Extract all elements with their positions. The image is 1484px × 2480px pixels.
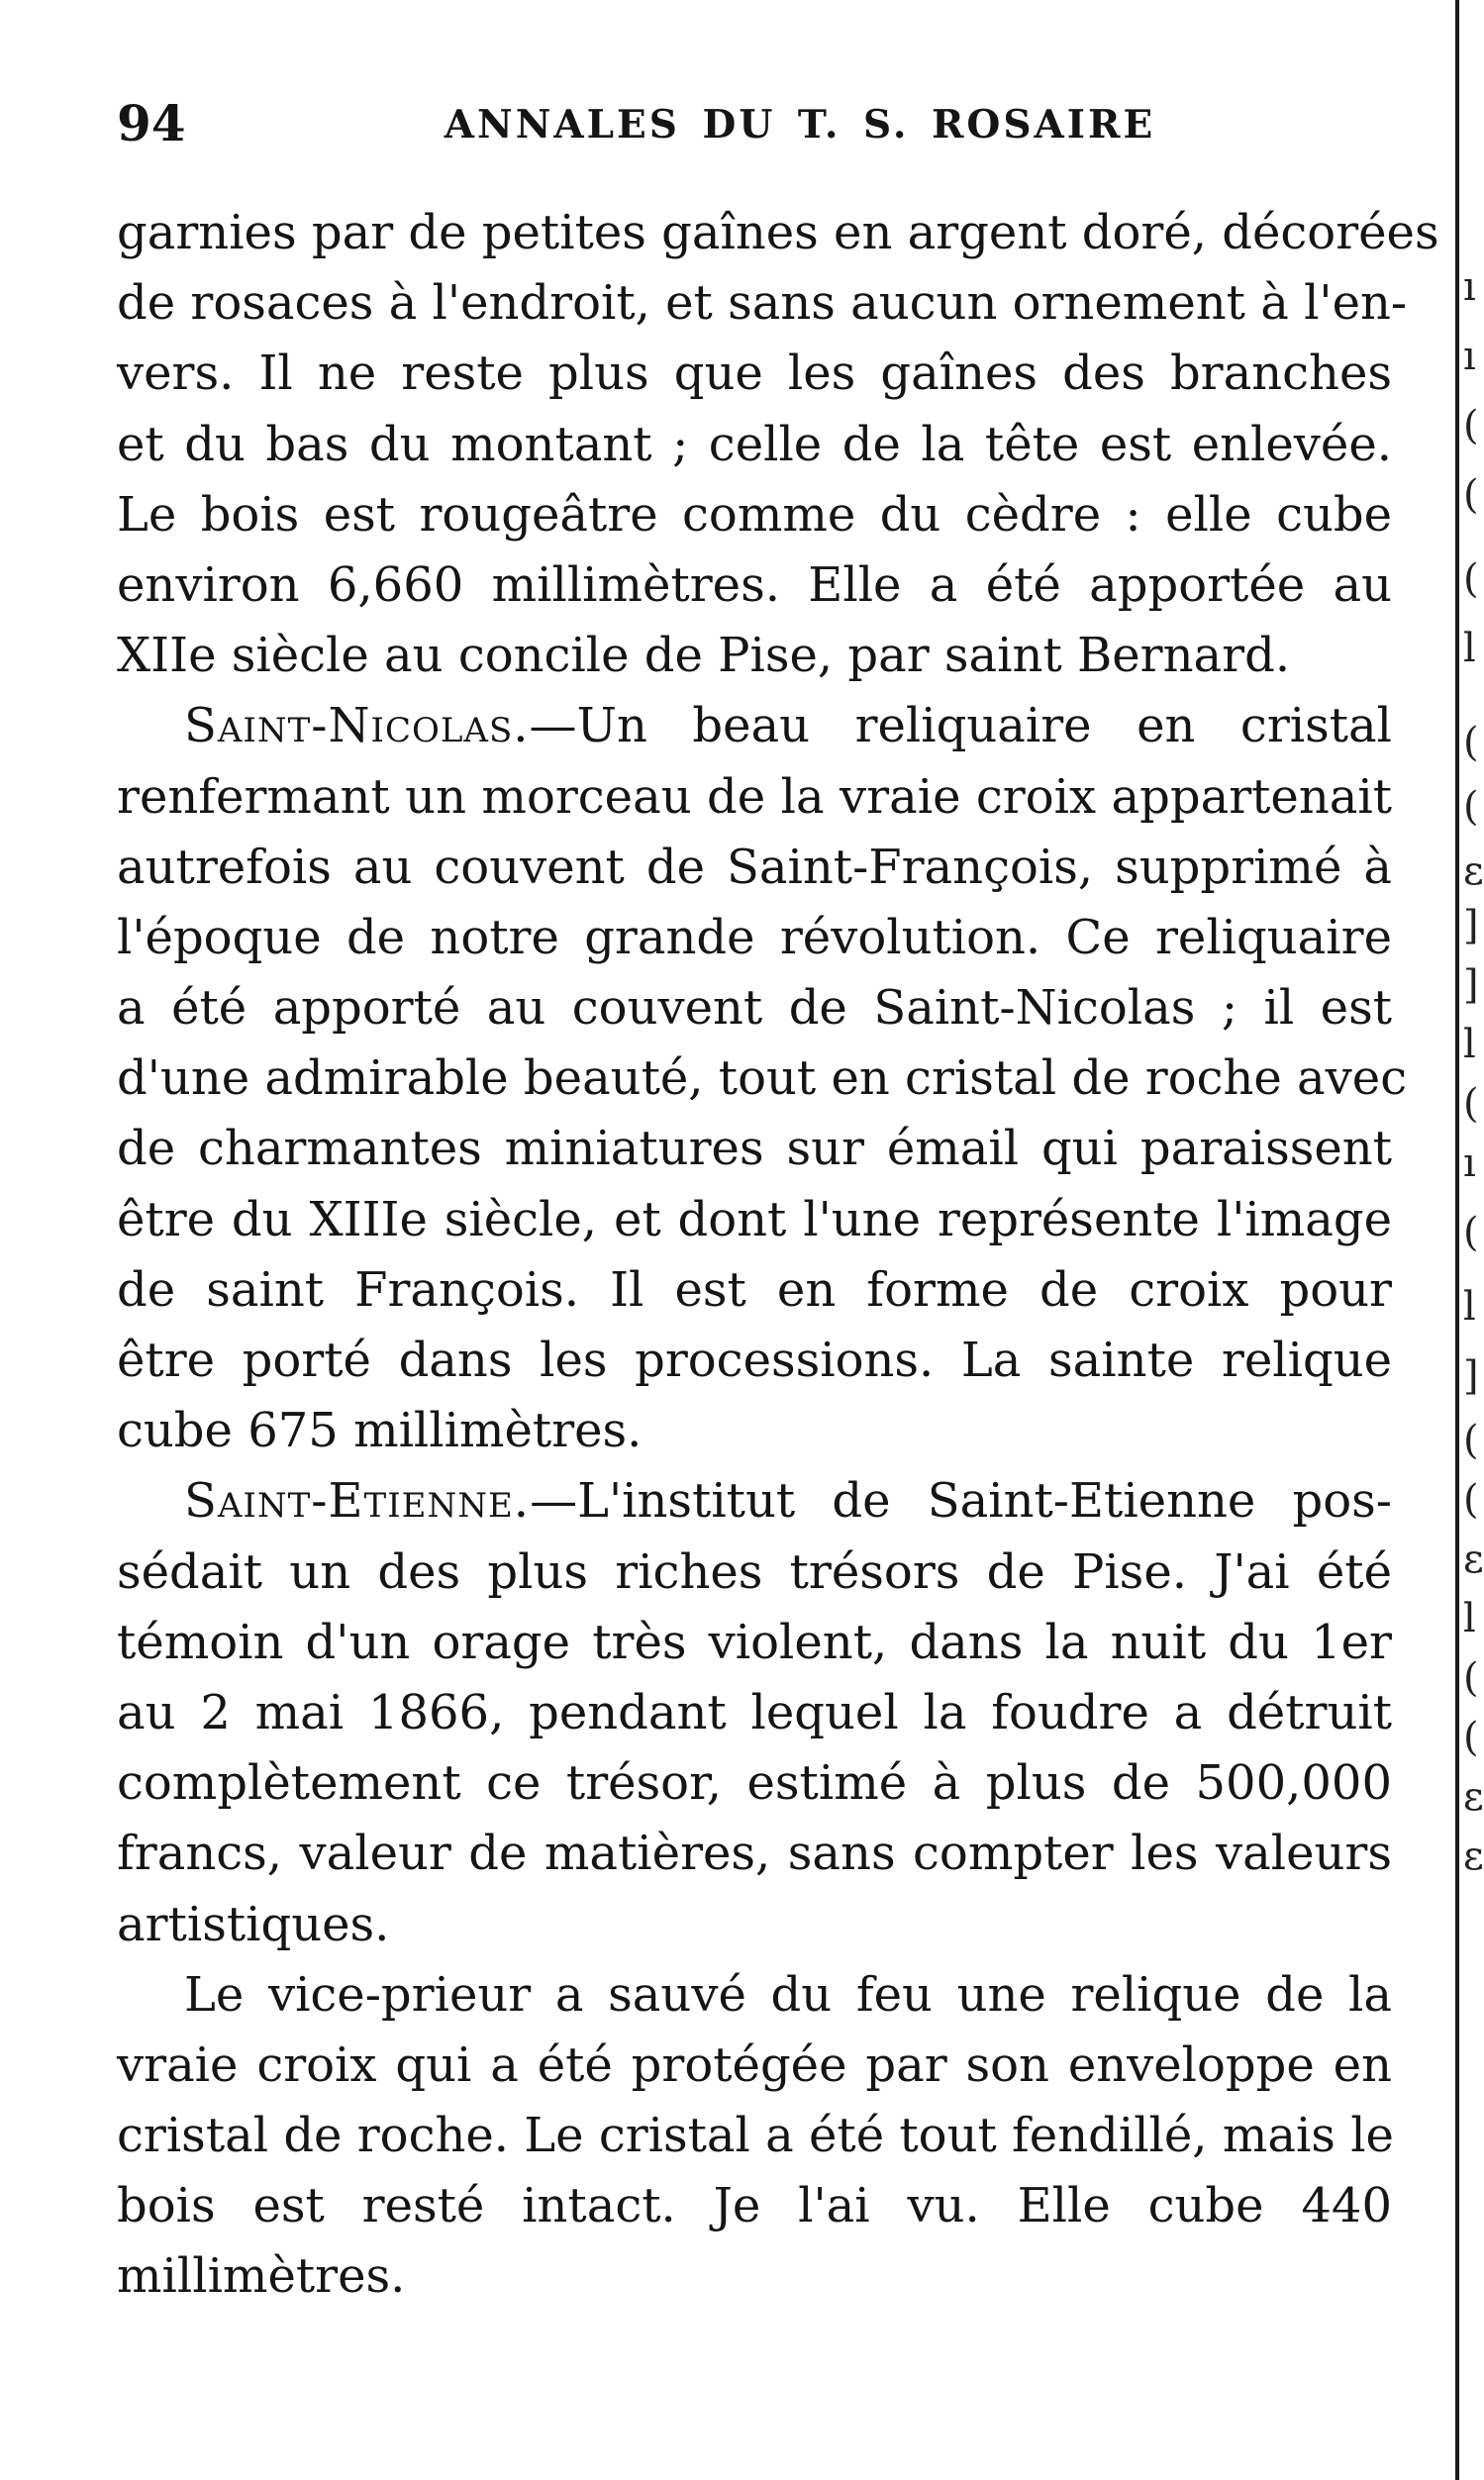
text-line: sédait un des plus riches trésors de Pise. J'ai été bbox=[117, 1543, 1392, 1600]
margin-fragment: ı bbox=[1463, 1141, 1476, 1186]
text-line: vers. Il ne reste plus que les gaînes des branches bbox=[117, 346, 1392, 402]
margin-fragment: ( bbox=[1463, 1081, 1479, 1127]
text-line: être du XIIIe siècle, et dont l'une représente l'image bbox=[117, 1191, 1392, 1247]
text-line: Le bois est rougeâtre comme du cèdre : elle cube bbox=[117, 486, 1392, 543]
running-head: ANNALES DU T. S. ROSAIRE bbox=[444, 102, 1156, 148]
margin-fragment: l bbox=[1463, 1022, 1476, 1067]
text-line: complètement ce trésor, estimé à plus de 500,000 bbox=[117, 1755, 1392, 1812]
text-line-rest: —L'institut de Saint-Etienne pos- bbox=[530, 1473, 1392, 1530]
adjacent-page-fragments bbox=[1463, 264, 1484, 1896]
text-line: a été apporté au couvent de Saint-Nicolas ; il est bbox=[117, 980, 1392, 1037]
text-line: artistiques. bbox=[117, 1896, 390, 1952]
margin-fragment: ] bbox=[1463, 1353, 1479, 1399]
margin-fragment: ( bbox=[1463, 1418, 1479, 1463]
margin-fragment: ( bbox=[1463, 720, 1479, 765]
text-line: et du bas du montant ; celle de la tête est enlevée. bbox=[117, 416, 1392, 472]
text-line: au 2 mai 1866, pendant lequel la foudre a détruit bbox=[117, 1684, 1392, 1740]
text-line: Le vice-prieur a sauvé du feu une relique de la bbox=[184, 1966, 1392, 2023]
margin-fragment: ɛ bbox=[1463, 1774, 1484, 1820]
text-line: d'une admirable beauté, tout en cristal de roche avec bbox=[117, 1050, 1408, 1107]
text-line: renfermant un morceau de la vraie croix appartenait bbox=[117, 768, 1392, 825]
text-line: de saint François. Il est en forme de croix pour bbox=[117, 1261, 1392, 1318]
margin-fragment: ] bbox=[1463, 903, 1479, 948]
margin-fragment: ( bbox=[1463, 1477, 1479, 1523]
margin-fragment: ɛ bbox=[1463, 1537, 1484, 1582]
margin-fragment: ı bbox=[1463, 334, 1476, 379]
body-text bbox=[117, 198, 1439, 2313]
text-line-rest: —Un beau reliquaire en cristal bbox=[529, 698, 1392, 754]
margin-fragment: ɛ bbox=[1463, 1834, 1484, 1879]
margin-fragment: ( bbox=[1463, 472, 1479, 518]
text-line: autrefois au couvent de Saint-François, supprimé à bbox=[117, 839, 1392, 895]
text-line: de rosaces à l'endroit, et sans aucun ornement à l'en- bbox=[117, 275, 1408, 332]
text-line bbox=[117, 691, 1392, 761]
margin-fragment: ( bbox=[1463, 403, 1479, 448]
text-line: millimètres. bbox=[117, 2248, 406, 2305]
gutter-rule bbox=[1455, 0, 1459, 2480]
margin-fragment: l bbox=[1463, 626, 1476, 671]
margin-fragment: ( bbox=[1463, 556, 1479, 602]
margin-fragment: l bbox=[1463, 1596, 1476, 1641]
margin-fragment: ( bbox=[1463, 1655, 1479, 1701]
text-line: garnies par de petites gaînes en argent doré, décorées bbox=[117, 205, 1439, 260]
page-header bbox=[117, 94, 1404, 153]
page-number: 94 bbox=[117, 94, 186, 152]
text-line: de charmantes miniatures sur émail qui paraissent bbox=[117, 1121, 1392, 1177]
text-line: être porté dans les processions. La sainte relique bbox=[117, 1333, 1392, 1388]
text-line: cristal de roche. Le cristal a été tout fendillé, mais le bbox=[117, 2108, 1394, 2164]
text-line: bois est resté intact. Je l'ai vu. Elle cube 440 bbox=[117, 2178, 1392, 2234]
margin-fragment: ɛ bbox=[1463, 848, 1484, 894]
text-line: francs, valeur de matières, sans compter les valeurs bbox=[117, 1826, 1392, 1882]
margin-fragment: ı bbox=[1463, 264, 1476, 310]
text-line: l'époque de notre grande révolution. Ce reliquaire bbox=[117, 909, 1392, 965]
text-line: environ 6,660 millimètres. Elle a été apportée au bbox=[117, 556, 1392, 613]
text-line: témoin d'un orage très violent, dans la nuit du 1er bbox=[117, 1614, 1392, 1670]
section-heading-saint-nicolas: Saint-Nicolas. bbox=[184, 698, 530, 754]
margin-fragment: l bbox=[1463, 1284, 1476, 1330]
text-line bbox=[117, 1466, 1392, 1537]
margin-fragment: ( bbox=[1463, 1715, 1479, 1760]
margin-fragment: ( bbox=[1463, 1210, 1479, 1255]
text-line: cube 675 millimètres. bbox=[117, 1403, 643, 1459]
section-heading-saint-etienne: Saint-Etienne. bbox=[184, 1473, 531, 1530]
margin-fragment: ] bbox=[1463, 962, 1479, 1008]
margin-fragment: ( bbox=[1463, 784, 1479, 830]
text-line: vraie croix qui a été protégée par son enveloppe en bbox=[117, 2036, 1392, 2093]
text-line: XIIe siècle au concile de Pise, par saint Bernard. bbox=[117, 628, 1291, 684]
